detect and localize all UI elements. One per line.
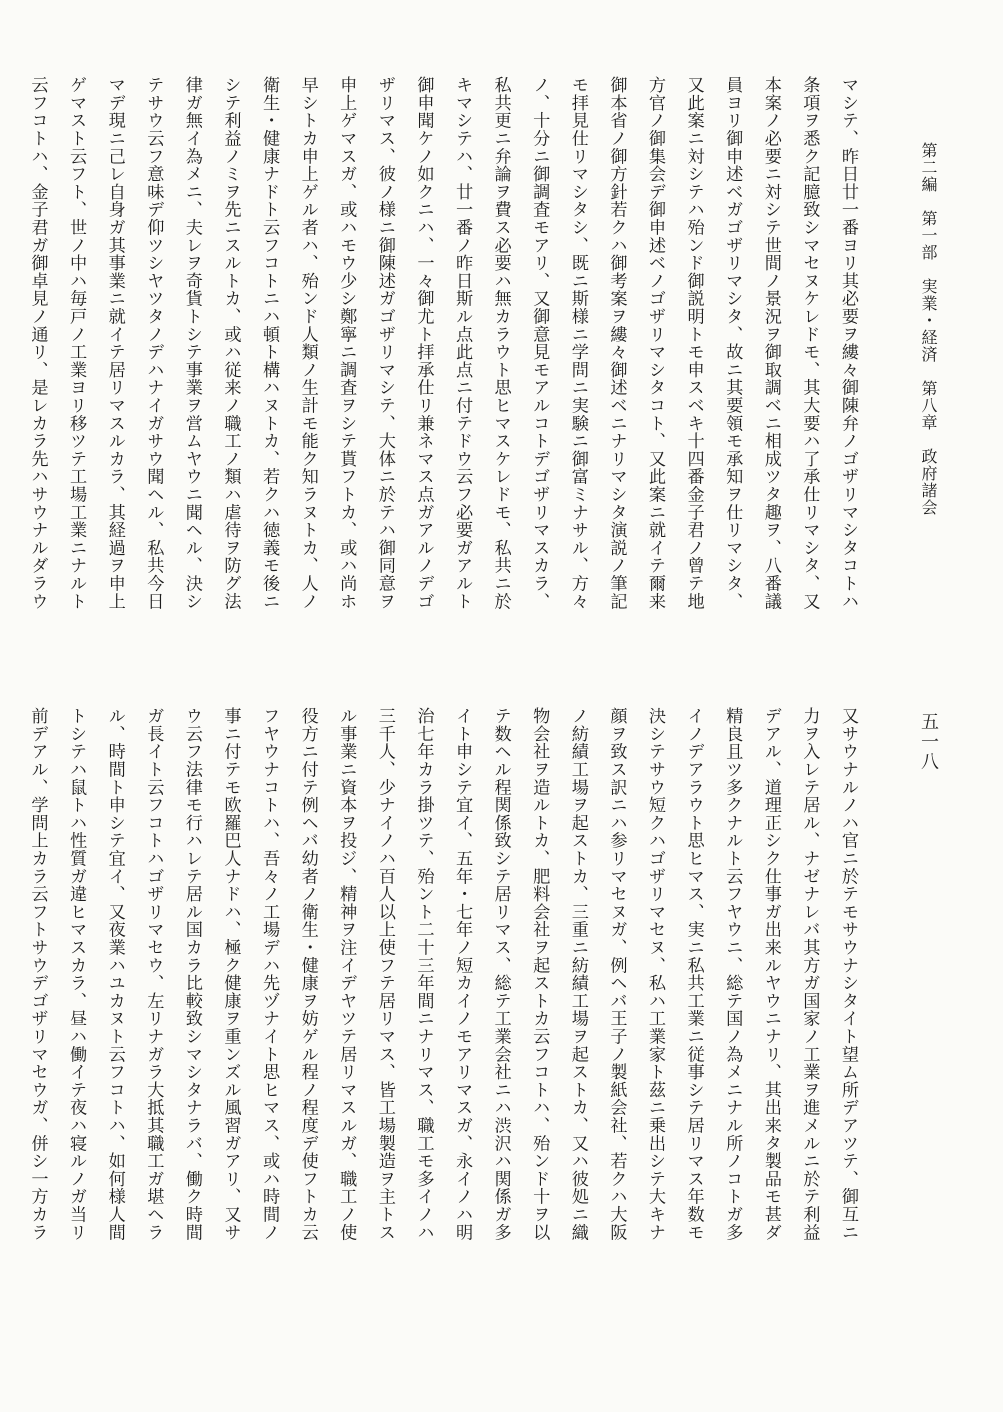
text-column: トシテハ鼠トハ性質ガ違ヒマスカラ、昼ハ働イテ夜ハ寝ルノガ当リ [66,707,87,1241]
text-column: ル、時間ト申シテ宜イ、又夜業ハユカヌト云フコトハ、如何様人間 [104,707,125,1241]
text-column: テ数ヘル程関係致シテ居リマス、総テ工業会社ニハ渋沢ハ関係ガ多 [490,707,511,1241]
text-column: 本案ノ必要ニ対シテ世間ノ景況ヲ御取調ベニ相成ツタ趣ヲ、八番議 [760,76,781,610]
text-column: 私共更ニ弁論ヲ費ス必要ハ無カラウト思ヒマスケレドモ、私共ニ於 [490,76,511,610]
text-column: 申上ゲマスガ、或ハモウ少シ鄭寧ニ調査ヲシテ貰フトカ、或ハ尚ホ [336,76,357,610]
text-column: 云フコトハ、金子君ガ御卓見ノ通リ、是レカラ先ハサウナルダラウ [27,76,48,610]
text-column: 衛生・健康ナドト云フコトニハ頓ト構ハヌトカ、若クハ徳義モ後ニ [259,76,280,610]
running-header: 第二編 第一部 実業・経済 第八章 政府諸会 [919,142,938,516]
text-column: イト申シテ宜イ、五年・七年ノ短カイノモアリマスガ、永イノハ明 [452,707,473,1241]
text-block-lower [27,707,867,1335]
text-column: マデ現ニ己レ自身ガ其事業ニ就イテ居リマスルカラ、其経過ヲ申上 [104,76,125,610]
text-column: ル事業ニ資本ヲ投ジ、精神ヲ注イデヤツテ居リマスルガ、職工ノ使 [336,707,357,1241]
text-column: 力ヲ入レテ居ル、ナゼナレバ其方ガ国家ノ工業ヲ進メルニ於テ利益 [799,707,820,1241]
text-column: 事ニ付テモ欧羅巴人ナドハ、極ク健康ヲ重ンズル風習ガアリ、又サ [220,707,241,1241]
text-column: フヤウナコトハ、吾々ノ工場デハ先ヅナイト思ヒマス、或ハ時間ノ [259,707,280,1241]
text-column: デアル、道理正シク仕事ガ出来ルヤウニナリ、其出来タ製品モ甚ダ [760,707,781,1241]
text-column: 治七年カラ掛ツテ、殆ント二十三年間ニナリマス、職工モ多イノハ [413,707,434,1241]
text-block-upper [27,76,867,666]
text-column: 役方ニ付テ例ヘバ幼者ノ衛生・健康ヲ妨ゲル程ノ程度デ使フトカ云 [297,707,318,1241]
text-column: テサウ云フ意味デ仰ツシヤツタノデハナイガサウ聞ヘル、私共今日 [143,76,164,610]
text-column: ウ云フ法律モ行ハレテ居ル国カラ比較致シマシタナラバ、働ク時間 [181,707,202,1241]
text-column: モ拝見仕リマシタシ、既ニ斯様ニ学問ニ実験ニ御富ミナサル、方々 [567,76,588,610]
text-column: 三千人、少ナイノハ百人以上使フテ居リマス、皆工場製造ヲ主トス [374,707,395,1241]
text-column: 物会社ヲ造ルトカ、肥料会社ヲ起ストカ云フコトハ、殆ンド十ヲ以 [529,707,550,1241]
text-column: 律ガ無イ為メニ、夫レヲ奇貨トシテ事業ヲ営ムヤウニ聞ヘル、決シ [181,76,202,610]
text-column: 決シテサウ短クハゴザリマセヌ、私ハ工業家ト茲ニ乗出シテ大キナ [645,707,666,1241]
text-column: ゲマスト云フト、世ノ中ハ毎戸ノ工業ヨリ移ツテ工場工業ニナルト [66,76,87,610]
text-column: 精良且ツ多クナルト云フヤウニ、総テ国ノ為メニナル所ノコトガ多 [722,707,743,1241]
text-column: 早シトカ申上ゲル者ハ、殆ンド人類ノ生計モ能ク知ラヌトカ、人ノ [297,76,318,610]
text-column: 又サウナルノハ官ニ於テモサウナシタイト望ム所デアツテ、御互ニ [838,707,858,1241]
text-column: イノデアラウト思ヒマス、実ニ私共工業ニ従事シテ居リマス年数モ [683,707,704,1241]
text-column: ノ、十分ニ御調査モアリ、又御意見モアルコトデゴザリマスカラ、 [529,76,550,610]
text-column: ガ長イト云フコトハゴザリマセウ、左リナガラ大抵其職工ガ堪ヘラ [143,707,164,1241]
text-column: シテ利益ノミヲ先ニスルトカ、或ハ従来ノ職工ノ類ハ虐待ヲ防グ法 [220,76,241,610]
text-column: マシテ、昨日廿一番ヨリ其必要ヲ縷々御陳弁ノゴザリマシタコトハ [838,76,858,610]
text-column: 条項ヲ悉ク記臆致シマセヌケレドモ、其大要ハ了承仕リマシタ、又 [799,76,820,610]
text-column: 御本省ノ御方針若クハ御考案ヲ縷々御述ベニナリマシタ演説ノ筆記 [606,76,627,610]
text-column: ノ紡績工場ヲ起ストカ、三重ニ紡績工場ヲ起ストカ、又ハ彼処ニ織 [567,707,588,1241]
text-column: 顔ヲ致ス訳ニハ参リマセヌガ、例ヘバ王子ノ製紙会社、若クハ大阪 [606,707,627,1241]
text-column: 方官ノ御集会デ御申述ベノゴザリマシタコト、又此案ニ就イテ爾来 [645,76,666,610]
text-column: 前デアル、学問上カラ云フトサウデゴザリマセウガ、併シ一方カラ [27,707,48,1241]
page-number: 五一八 [918,712,939,772]
text-column: キマシテハ、廿一番ノ昨日斯ル点此点ニ付テドウ云フ必要ガアルト [452,76,473,610]
text-column: ザリマス、彼ノ様ニ御陳述ガゴザリマシテ、大体ニ於テハ御同意ヲ [374,76,395,610]
text-column: 御申聞ケノ如クニハ、一々御尤ト拝承仕リ兼ネマス点ガアルノデゴ [413,76,434,610]
text-column: 又此案ニ対シテハ殆ンド御説明トモ申スベキ十四番金子君ノ曾テ地 [683,76,704,610]
text-column: 員ヨリ御申述ベガゴザリマシタ、故ニ其要領モ承知ヲ仕リマシタ、 [722,76,743,610]
